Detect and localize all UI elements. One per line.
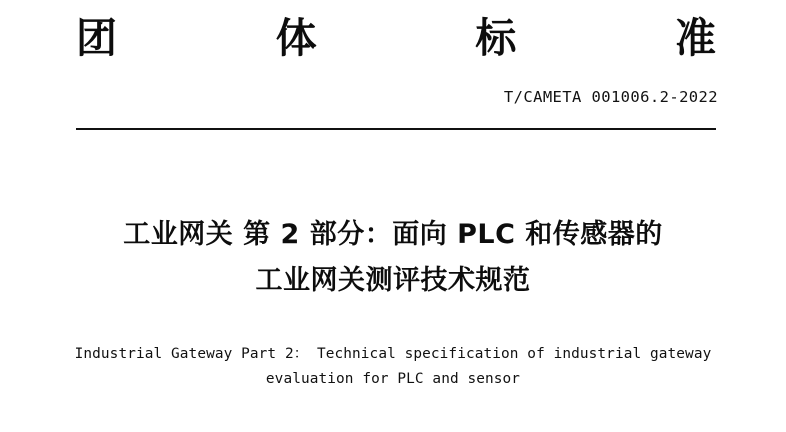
standard-number: T/CAMETA 001006.2-2022 [503, 88, 718, 106]
title-english-line-2: evaluation for PLC and sensor [265, 371, 521, 388]
title-chinese-line-1: 工业网关 第 2 部分：面向 PLC 和传感器的 [123, 219, 663, 250]
header-char-1: 团 [76, 14, 117, 62]
title-chinese-line-2: 工业网关测评技术规范 [255, 265, 531, 297]
document-header [76, 14, 716, 62]
document-title-english [0, 342, 786, 392]
header-char-2: 体 [275, 14, 317, 62]
title-english-line-1: Industrial Gateway Part 2： Technical specification of industrial gateway [74, 346, 712, 362]
header-char-4: 准 [674, 14, 716, 62]
header-divider [76, 128, 716, 130]
document-title-chinese [0, 212, 786, 305]
header-char-3: 标 [475, 14, 517, 62]
